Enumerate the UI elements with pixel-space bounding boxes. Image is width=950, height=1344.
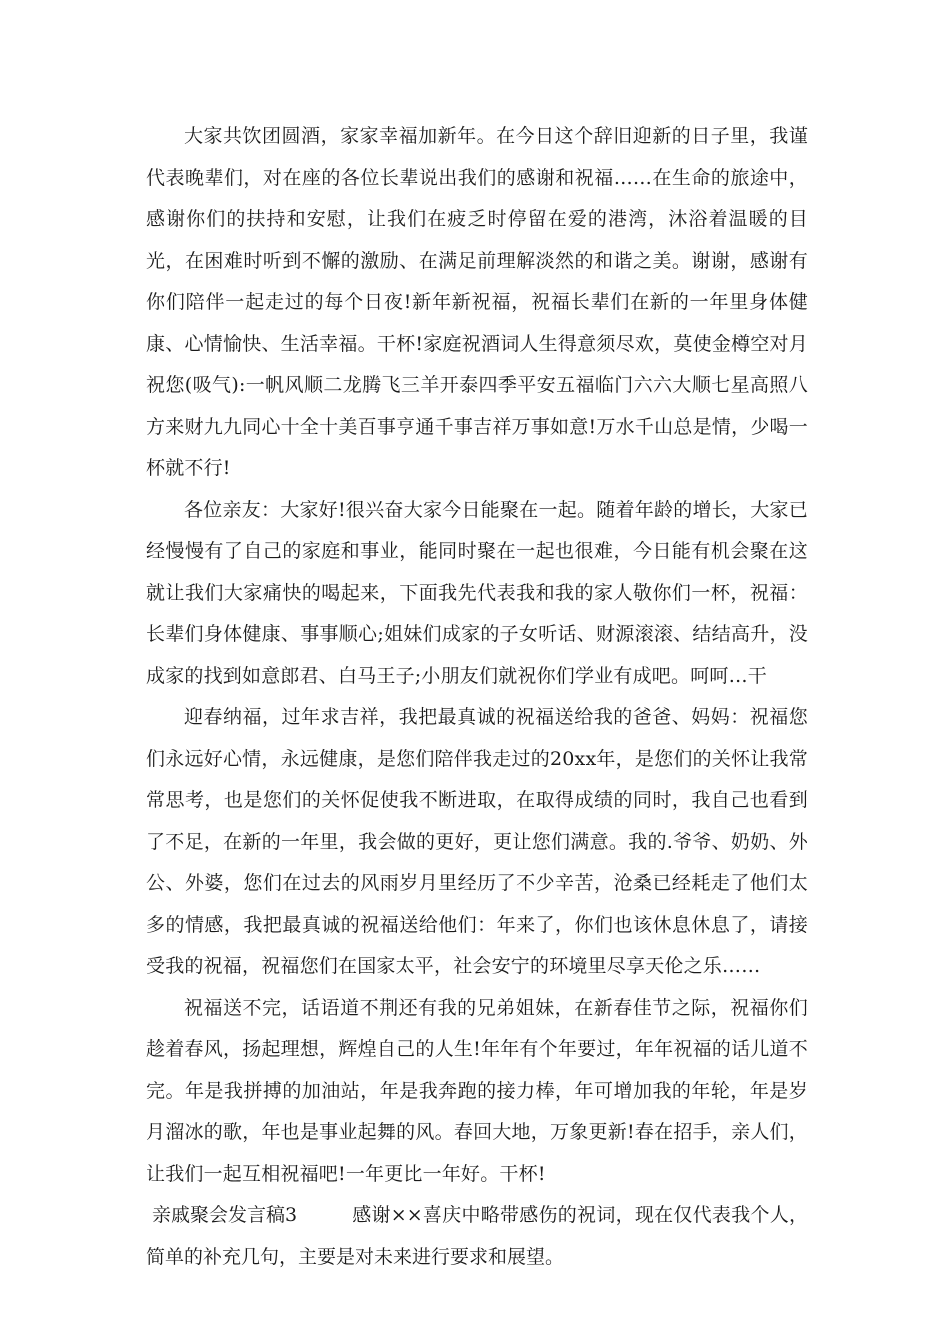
paragraph-blessing-parents: 迎春纳福，过年求吉祥，我把最真诚的祝福送给我的爸爸、妈妈：祝福您们永远好心情，永远健康，是您们陪伴我走过的20xx年，是您们的关怀让我常常思考，也是您们的关怀促使我不断进取，在取得成绩的同时，我自己也看到了不足，在新的一年里，我会做的更好，更让您们满意。我的.爷爷、奶奶、外公、外婆，您们在过去的风雨岁月里经历了不少辛苦，沧桑已经耗走了他们太多的情感，我把最真诚的祝福送给他们：年来了，你们也该休息休息了，请接受我的祝福，祝福您们在国家太平，社会安宁的环境里尽享天伦之乐…… xyxy=(146,706,808,977)
section-title: 亲戚聚会发言稿3 xyxy=(152,1204,298,1226)
paragraph-toast-new-year: 大家共饮团圆酒，家家幸福加新年。在今日这个辞旧迎新的日子里，我谨代表晚辈们，对在座的各位长辈说出我们的感谢和祝福……在生命的旅途中，感谢你们的扶持和安慰，让我们在疲乏时停留在爱的港湾，沐浴着温暖的目光，在困难时听到不懈的激励、在满足前理解淡然的和谐之美。谢谢，感谢有你们陪伴一起走过的每个日夜!新年新祝福，祝福长辈们在新的一年里身体健康、心情愉快、生活幸福。干杯!家庭祝酒词人生得意须尽欢，莫使金樽空对月祝您(吸气):一帆风顺二龙腾飞三羊开泰四季平安五福临门六六大顺七星高照八方来财九九同心十全十美百事亨通千事吉祥万事如意!万水千山总是情，少喝一杯就不行! xyxy=(146,125,808,479)
paragraph-blessing-siblings: 祝福送不完，话语道不荆还有我的兄弟姐妹，在新春佳节之际，祝福你们趁着春风，扬起理想，辉煌自己的人生!年年有个年要过，年年祝福的话儿道不完。年是我拼搏的加油站，年是我奔跑的接力棒，年可增加我的年轮，年是岁月溜冰的歌，年也是事业起舞的风。春回大地，万象更新!春在招手，亲人们，让我们一起互相祝福吧!一年更比一年好。干杯! xyxy=(146,996,808,1185)
paragraph-greeting-relatives: 各位亲友：大家好!很兴奋大家今日能聚在一起。随着年龄的增长，大家已经慢慢有了自己的家庭和事业，能同时聚在一起也很难，今日能有机会聚在这就让我们大家痛快的喝起来，下面我先代表我和我的家人敬你们一杯，祝福：长辈们身体健康、事事顺心;姐妹们成家的子女听话、财源滚滚、结结高升，没成家的找到如意郎君、白马王子;小朋友们就祝你们学业有成吧。呵呵…干 xyxy=(146,498,808,687)
document-body xyxy=(146,116,808,1278)
section-text: 感谢××喜庆中略带感伤的祝词，现在仅代表我个人，简单的补充几句，主要是对未来进行要求和展望。 xyxy=(146,1204,808,1268)
section-3 xyxy=(146,1195,808,1278)
